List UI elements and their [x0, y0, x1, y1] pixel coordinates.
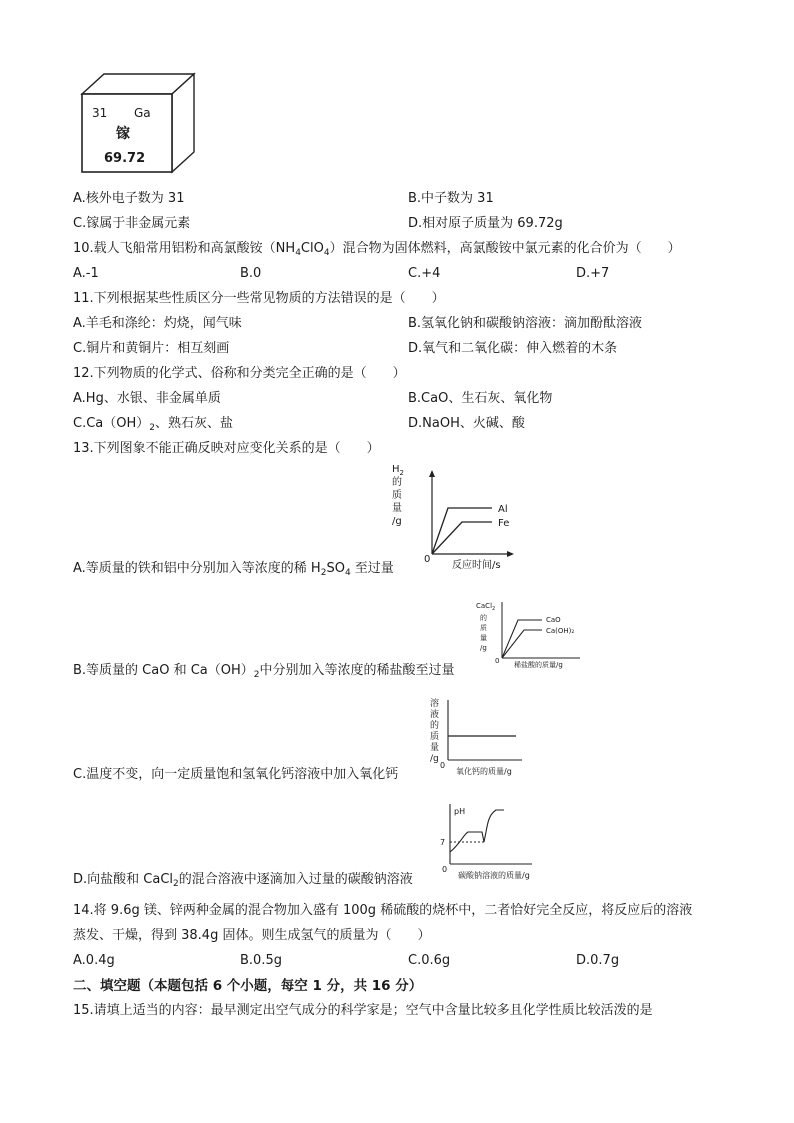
- q11-option-d: D.氧气和二氧化碳：伸入燃着的木条: [408, 341, 618, 356]
- q11-option-b: B.氢氧化钠和碳酸钠溶液：滴加酚酞溶液: [408, 316, 643, 331]
- q14-stem-line1: 14.将 9.6g 镁、锌两种金属的混合物加入盛有 100g 稀硫酸的烧杯中，二者恰好完全反应，将反应后的溶液: [73, 903, 693, 918]
- section-heading: 二、填空题（本题包括 6 个小题，每空 1 分，共 16 分）: [73, 978, 423, 994]
- q9-option-a: A.核外电子数为 31: [73, 191, 185, 206]
- q14-option-d: D.0.7g: [576, 953, 620, 968]
- q9-option-b: B.中子数为 31: [408, 191, 494, 206]
- q13-option-a: A.等质量的铁和铝中分别加入等浓度的稀 $H_2SO_4$ 至过量: [73, 561, 394, 578]
- graph-a-ylabel: $H_2$ 的质量/g: [392, 464, 404, 527]
- q13-option-d: D.向盐酸和 CaCl$_2$的混合溶液中逐滴加入过量的碳酸钠溶液: [73, 872, 413, 889]
- q10-stem: 10.载人飞船常用铝粉和高氯酸铵$(NH_4ClO_4)$混合物为固体燃料，高氯酸铵中氯元素的化合价为（ ）: [73, 241, 681, 258]
- q10-option-b: B.0: [240, 266, 262, 281]
- graph-d-curve: [450, 810, 504, 852]
- q10-option-d: D.+7: [576, 266, 610, 281]
- q14-option-b: B.0.5g: [240, 953, 282, 968]
- graph-b-series-cao: CaO: [546, 616, 561, 624]
- graph-c-origin: 0: [440, 761, 446, 770]
- q12-option-b: B.CaO、生石灰、氧化物: [408, 391, 553, 406]
- graph-b: [476, 600, 596, 672]
- q14-option-c: C.0.6g: [408, 953, 451, 968]
- graph-b-cao-line: [502, 620, 542, 658]
- graph-d-ref-label: 7: [440, 838, 446, 847]
- element-symbol: Ga: [134, 106, 151, 120]
- graph-a-al-line: [432, 508, 492, 554]
- graph-d: [432, 800, 552, 882]
- graph-a-origin: 0: [424, 554, 431, 565]
- q10-option-c: C.+4: [408, 266, 441, 281]
- q11-stem: 11.下列根据某些性质区分一些常见物质的方法错误的是（ ）: [73, 291, 445, 306]
- q14-stem-line2: 蒸发、干燥，得到 38.4g 固体。则生成氢气的质量为（ ）: [73, 928, 431, 943]
- atomic-number: 31: [92, 106, 108, 120]
- q11-option-c: C.铜片和黄铜片：相互刻画: [73, 341, 230, 356]
- graph-c-xlabel: 氧化钙的质量/g: [456, 767, 512, 776]
- graph-b-series-caoh2: Ca(OH)₂: [546, 627, 575, 635]
- graph-a-xlabel: 反应时间/s: [452, 560, 501, 571]
- graph-a: [392, 464, 522, 572]
- q9-option-d: D.相对原子质量为 69.72g: [408, 216, 563, 231]
- q14-option-a: A.0.4g: [73, 953, 115, 968]
- graph-a-series-al: Al: [498, 504, 508, 515]
- element-name: 镓: [116, 126, 130, 142]
- q12-option-d: D.NaOH、火碱、酸: [408, 416, 525, 431]
- graph-b-xlabel: 稀盐酸的质量/g: [514, 661, 563, 669]
- graph-c-ylabel: 溶液的质量/g: [430, 699, 440, 764]
- graph-c: [426, 698, 536, 780]
- graph-d-ylabel: pH: [454, 807, 466, 816]
- graph-d-origin: 0: [442, 865, 448, 874]
- element-card: [78, 72, 198, 176]
- q12-option-c: $C.Ca(OH)_2$、熟石灰、盐: [73, 416, 234, 433]
- graph-b-ylabel: CaCl$_2$ 的质量/g: [476, 602, 496, 652]
- graph-b-origin: 0: [495, 657, 500, 665]
- q11-option-a: A.羊毛和涤纶：灼烧，闻气味: [73, 316, 242, 331]
- q13-stem: 13.下列图象不能正确反映对应变化关系的是（ ）: [73, 441, 380, 456]
- graph-d-xlabel: 碳酸钠溶液的质量/g: [458, 871, 530, 880]
- q12-stem: 12.下列物质的化学式、俗称和分类完全正确的是（ ）: [73, 366, 406, 381]
- q9-option-c: C.镓属于非金属元素: [73, 216, 191, 231]
- q12-option-a: A.Hg、水银、非金属单质: [73, 391, 221, 406]
- q10-option-a: A.-1: [73, 266, 99, 281]
- q13-option-b: B.等质量的 CaO 和 $Ca(OH)_2$中分别加入等浓度的稀盐酸至过量: [73, 663, 455, 680]
- atomic-mass: 69.72: [104, 151, 146, 166]
- graph-a-series-fe: Fe: [498, 518, 510, 529]
- q15-stem: 15.请填上适当的内容：最早测定出空气成分的科学家是；空气中含量比较多且化学性质比较活泼的是: [73, 1003, 653, 1018]
- q13-option-c: C.温度不变，向一定质量饱和氢氧化钙溶液中加入氧化钙: [73, 767, 399, 782]
